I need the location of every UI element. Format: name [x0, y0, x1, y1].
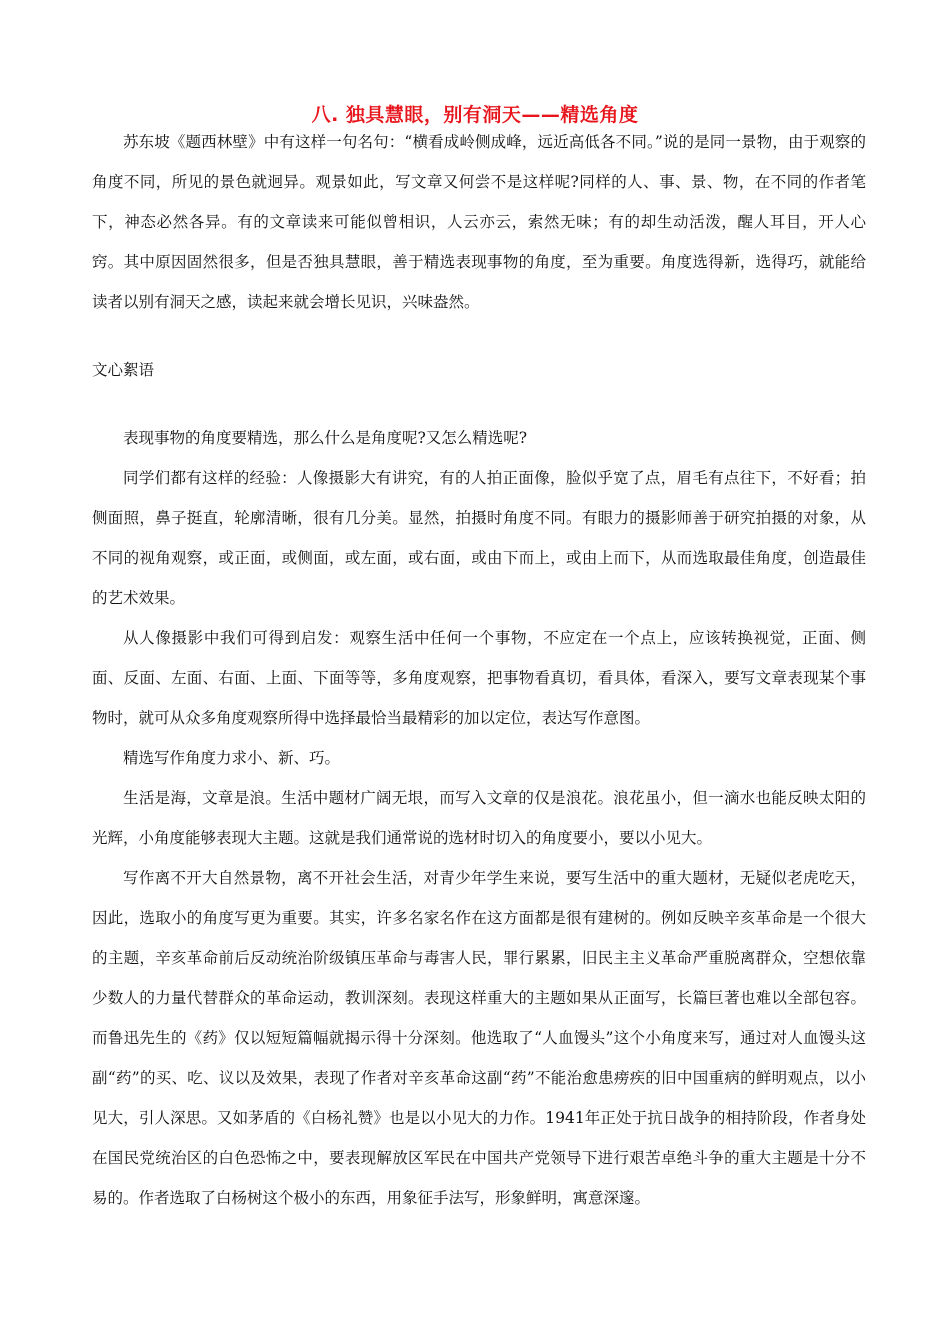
section-spacer: [92, 322, 866, 350]
section-heading: 文心絮语: [92, 361, 155, 379]
body-paragraph: 同学们都有这样的经验：人像摄影大有讲究，有的人拍正面像，脸似乎宽了点，眉毛有点往下，不好看；拍侧面照，鼻子挺直，轮廓清晰，很有几分美。显然，拍摄时角度不同。有眼力的摄影师善于研究拍摄的对象，从不同的视角观察，或正面，或侧面，或左面，或右面，或由下而上，或由上而下，从而选取最佳角度，创造最佳的艺术效果。: [92, 469, 866, 607]
body-paragraph: 表现事物的角度要精选，那么什么是角度呢?又怎么精选呢?: [123, 429, 528, 447]
intro-paragraph: 苏东坡《题西林壁》中有这样一句名句：“横看成岭侧成峰，远近高低各不同。”说的是同一景物，由于观察的角度不同，所见的景色就迥异。观景如此，写文章又何尝不是这样呢?同样的人、事、景、物，在不同的作者笔下，神态必然各异。有的文章读来可能似曾相识，人云亦云，索然无味；有的却生动活泼，醒人耳目，开人心窍。其中原因固然很多，但是否独具慧眼，善于精选表现事物的角度，至为重要。角度选得新，选得巧，就能给读者以别有洞天之感，读起来就会增长见识，兴味盎然。: [92, 133, 866, 311]
body-paragraph: 从人像摄影中我们可得到启发：观察生活中任何一个事物，不应定在一个点上，应该转换视觉，正面、侧面、反面、左面、右面、上面、下面等等，多角度观察，把事物看真切，看具体，看深入，要写文章表现某个事物时，就可从众多角度观察所得中选择最恰当最精彩的加以定位，表达写作意图。: [92, 629, 866, 727]
section-spacer: [92, 390, 866, 418]
document-title: 八. 独具慧眼，别有洞天——精选角度: [311, 104, 639, 126]
document-body: [92, 122, 866, 1218]
body-paragraph: 精选写作角度力求小、新、巧。: [123, 749, 341, 767]
body-paragraph: 生活是海，文章是浪。生活中题材广阔无垠，而写入文章的仅是浪花。浪花虽小，但一滴水也能反映太阳的光辉，小角度能够表现大主题。这就是我们通常说的选材时切入的角度要小，要以小见大。: [92, 789, 866, 847]
body-paragraph: 写作离不开大自然景物，离不开社会生活，对青少年学生来说，要写生活中的重大题材，无疑似老虎吃天，因此，选取小的角度写更为重要。其实，许多名家名作在这方面都是很有建树的。例如反映辛亥革命是一个很大的主题，辛亥革命前后反动统治阶级镇压革命与毒害人民，罪行累累，旧民主主义革命严重脱离群众，空想依靠少数人的力量代替群众的革命运动，教训深刻。表现这样重大的主题如果从正面写，长篇巨著也难以全部包容。而鲁迅先生的《药》仅以短短篇幅就揭示得十分深刻。他选取了“人血馒头”这个小角度来写，通过对人血馒头这副“药”的买、吃、议以及效果，表现了作者对辛亥革命这副“药”不能治愈患痨疾的旧中国重病的鲜明观点，以小见大，引人深思。又如茅盾的《白杨礼赞》也是以小见大的力作。1941年正处于抗日战争的相持阶段，作者身处在国民党统治区的白色恐怖之中，要表现解放区军民在中国共产党领导下进行艰苦卓绝斗争的重大主题是十分不易的。作者选取了白杨树这个极小的东西，用象征手法写，形象鲜明，寓意深邃。: [92, 869, 866, 1207]
